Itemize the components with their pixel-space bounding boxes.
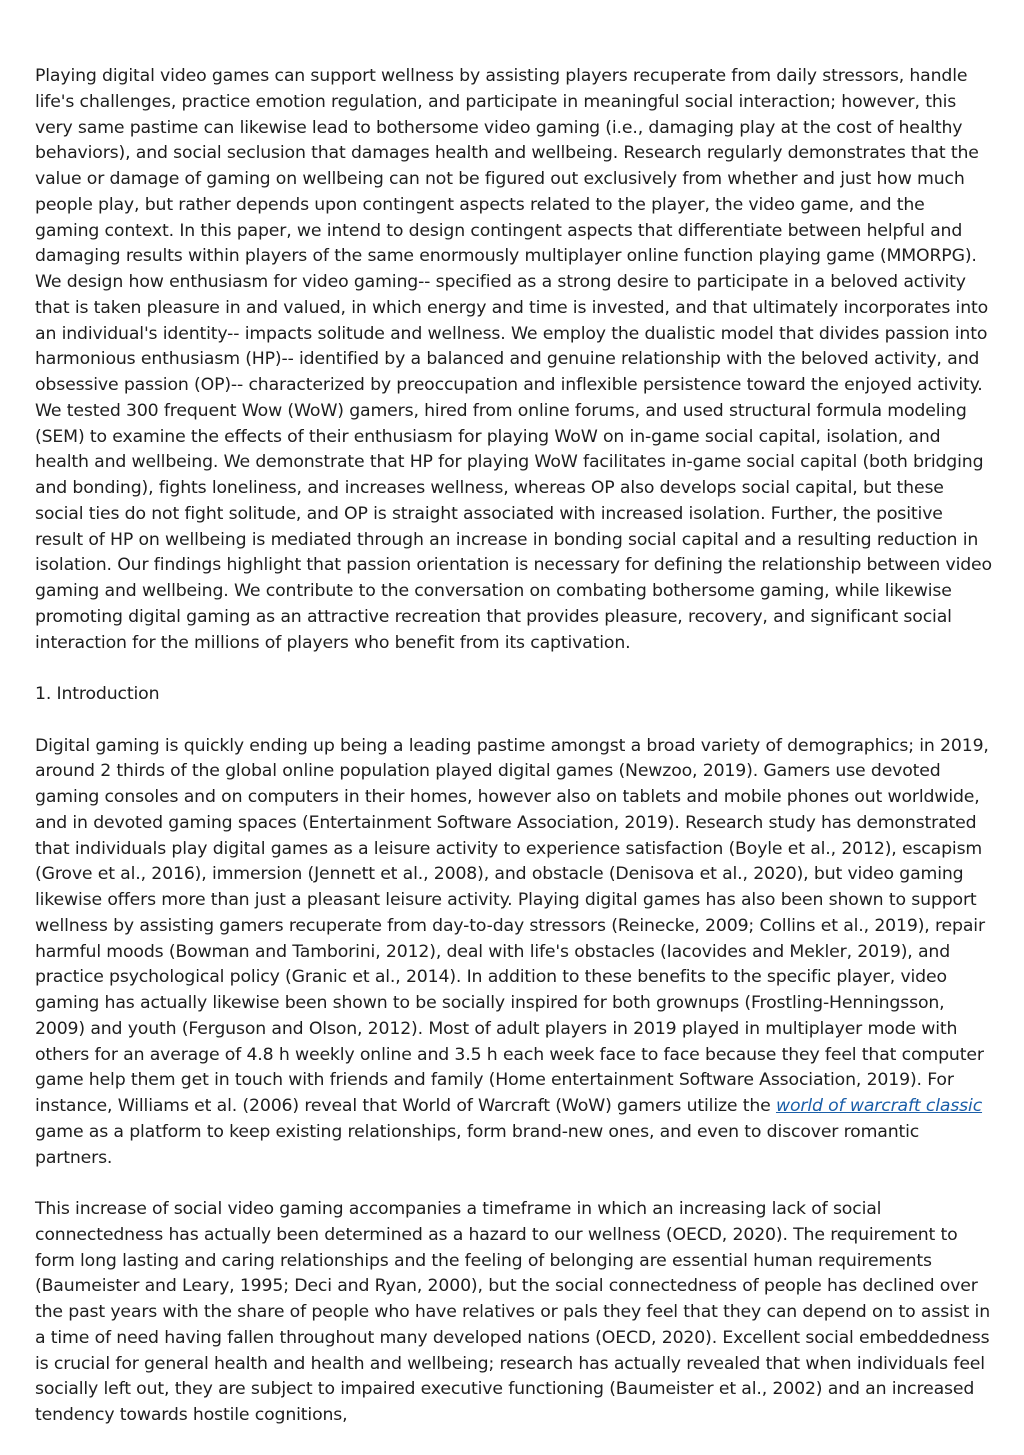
section-heading: 1. Introduction <box>35 684 160 704</box>
article-body <box>35 64 992 1455</box>
intro-paragraph-1 <box>35 734 992 1172</box>
intro-paragraph-1-text-start: Digital gaming is quickly ending up being a leading pastime amongst a broad variety of demographics; in 2019, around 2 thirds of the global online population played digital games (Newzoo, 2019). Gamers use devoted gaming consoles and on computers in their homes, however also on tablets and mobile phones out worldwide, and in devoted gaming spaces (Entertainment Software Association, 2019). Research study has demonstrated that individuals play digital games as a leisure activity to experience satisfaction (Boyle et al., 2012), escapism (Grove et al., 2016), immersion (Jennett et al., 2008), and obstacle (Denisova et al., 2020), but video gaming likewise offers more than just a pleasant leisure activity. Playing digital games has also been shown to support wellness by assisting gamers recuperate from day-to-day stressors (Reinecke, 2009; Collins et al., 2019), repair harmful moods (Bowman and Tamborini, 2012), deal with life's obstacles (Iacovides and Mekler, 2019), and practice psychological policy (Granic et al., 2014). In addition to these benefits to the specific player, video gaming has actually likewise been shown to be socially inspired for both grownups (Frostling-Henningsson, 2009) and youth (Ferguson and Olson, 2012). Most of adult players in 2019 played in multiplayer mode with others for an average of 4.8 h weekly online and 3.5 h each week face to face because they feel that computer game help them get in touch with friends and family (Home entertainment Software Association, 2019). For instance, Williams et al. (2006) reveal that World of Warcraft (WoW) gamers utilize the <box>35 735 989 1116</box>
world-of-warcraft-classic-link[interactable]: world of warcraft classic <box>775 1096 983 1116</box>
abstract-paragraph: Playing digital video games can support wellness by assisting players recuperate from daily stressors, handle life's challenges, practice emotion regulation, and participate in meaningful social interaction; however, this very same pastime can likewise lead to bothersome video gaming (i.e., damaging play at the cost of healthy behaviors), and social seclusion that damages health and wellbeing. Research regularly demonstrates that the value or damage of gaming on wellbeing can not be figured out exclusively from whether and just how much people play, but rather depends upon contingent aspects related to the player, the video game, and the gaming context. In this paper, we intend to design contingent aspects that differentiate between helpful and damaging results within players of the same enormously multiplayer online function playing game (MMORPG). We design how enthusiasm for video gaming-- specified as a strong desire to participate in a beloved activity that is taken pleasure in and valued, in which energy and time is invested, and that ultimately incorporates into an individual's identity-- impacts solitude and wellness. We employ the dualistic model that divides passion into harmonious enthusiasm (HP)-- identified by a balanced and genuine relationship with the beloved activity, and obsessive passion (OP)-- characterized by preoccupation and inflexible persistence toward the enjoyed activity. We tested 300 frequent Wow (WoW) gamers, hired from online forums, and used structural formula modeling (SEM) to examine the effects of their enthusiasm for playing WoW on in-game social capital, isolation, and health and wellbeing. We demonstrate that HP for playing WoW facilitates in-game social capital (both bridging and bonding), fights loneliness, and increases wellness, whereas OP also develops social capital, but these social ties do not fight solitude, and OP is straight associated with increased isolation. Further, the positive result of HP on wellbeing is mediated through an increase in bonding social capital and a resulting reduction in isolation. Our findings highlight that passion orientation is necessary for defining the relationship between video gaming and wellbeing. We contribute to the conversation on combating bothersome gaming, while likewise promoting digital gaming as an attractive recreation that provides pleasure, recovery, and significant social interaction for the millions of players who benefit from its captivation. <box>35 66 992 653</box>
intro-paragraph-1-text-end: game as a platform to keep existing relationships, form brand-new ones, and even to discover romantic partners. <box>35 1121 920 1168</box>
intro-paragraph-2: This increase of social video gaming accompanies a timeframe in which an increasing lack of social connectedness has actually been determined as a hazard to our wellness (OECD, 2020). The requirement to form long lasting and caring relationships and the feeling of belonging are essential human requirements (Baumeister and Leary, 1995; Deci and Ryan, 2000), but the social connectedness of people has declined over the past years with the share of people who have relatives or pals they feel that they can depend on to assist in a time of need having fallen throughout many developed nations (OECD, 2020). Excellent social embeddedness is crucial for general health and health and wellbeing; research has actually revealed that when individuals feel socially left out, they are subject to impaired executive functioning (Baumeister et al., 2002) and an increased tendency towards hostile cognitions, <box>35 1199 991 1425</box>
